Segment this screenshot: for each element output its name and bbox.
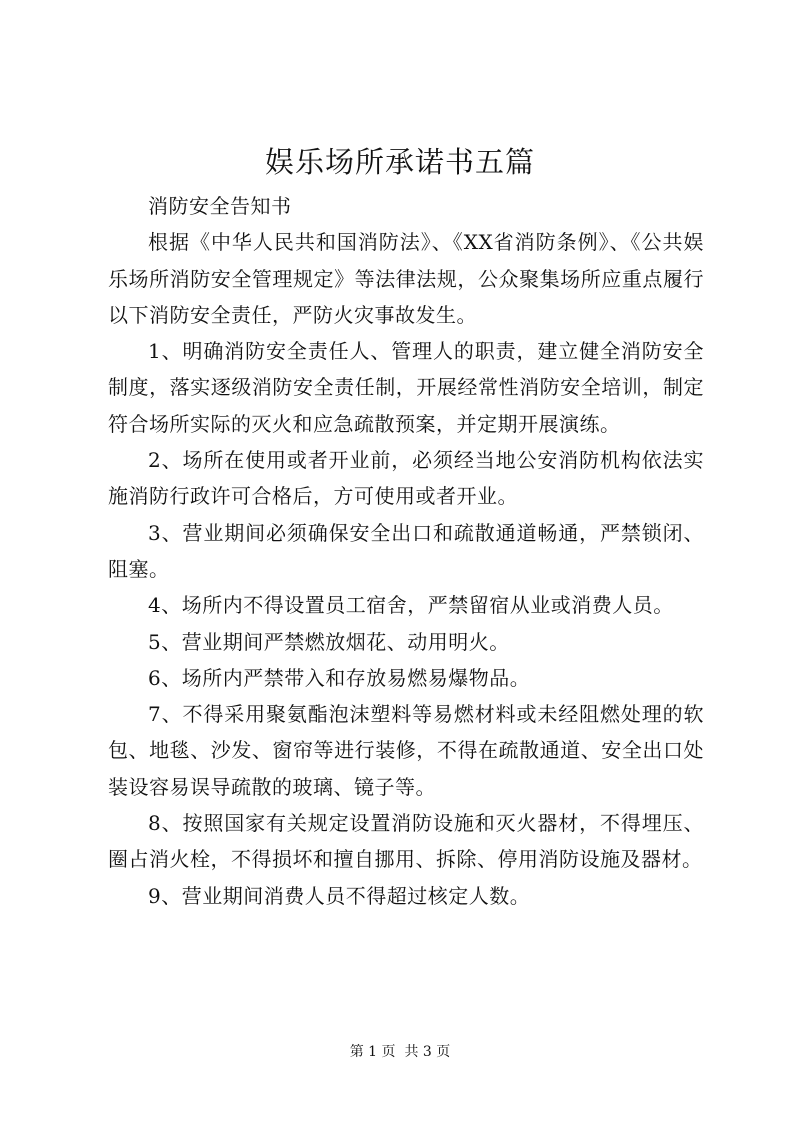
- document-body: [108, 188, 704, 914]
- paragraph-item-8: 8、按照国家有关规定设置消防设施和灭火器材，不得埋压、圈占消火栓，不得损坏和擅自挪用、拆除、停用消防设施及器材。: [108, 811, 704, 872]
- paragraph-heading: 消防安全告知书: [148, 194, 292, 218]
- paragraph-item-3: 3、营业期间必须确保安全出口和疏散通道畅通，严禁锁闭、阻塞。: [108, 520, 704, 581]
- paragraph-item-6: 6、场所内严禁带入和存放易燃易爆物品。: [148, 665, 531, 690]
- paragraph-item-1: 1、明确消防安全责任人、管理人的职责，建立健全消防安全制度，落实逐级消防安全责任制，开展经常性消防安全培训，制定符合场所实际的灭火和应急疏散预案，并定期开展演练。: [108, 339, 704, 436]
- paragraph-item-2: 2、场所在使用或者开业前，必须经当地公安消防机构依法实施消防行政许可合格后，方可使用或者开业。: [108, 448, 704, 509]
- page-number: 第 1 页 共 3 页: [349, 1044, 451, 1060]
- page-footer: [0, 1042, 800, 1062]
- paragraph-item-7: 7、不得采用聚氨酯泡沫塑料等易燃材料或未经阻燃处理的软包、地毯、沙发、窗帘等进行装修，不得在疏散通道、安全出口处装设容易误导疏散的玻璃、镜子等。: [108, 702, 704, 799]
- paragraph-item-9: 9、营业期间消费人员不得超过核定人数。: [148, 883, 531, 908]
- paragraph-item-5: 5、营业期间严禁燃放烟花、动用明火。: [148, 629, 510, 654]
- paragraph-item-4: 4、场所内不得设置员工宿舍，严禁留宿从业或消费人员。: [148, 593, 674, 618]
- paragraph-intro: 根据《中华人民共和国消防法》、《XX省消防条例》、《公共娱乐场所消防安全管理规定》等法律法规，公众聚集场所应重点履行以下消防安全责任，严防火灾事故发生。: [108, 230, 704, 327]
- document-title: 娱乐场所承诺书五篇: [264, 145, 535, 179]
